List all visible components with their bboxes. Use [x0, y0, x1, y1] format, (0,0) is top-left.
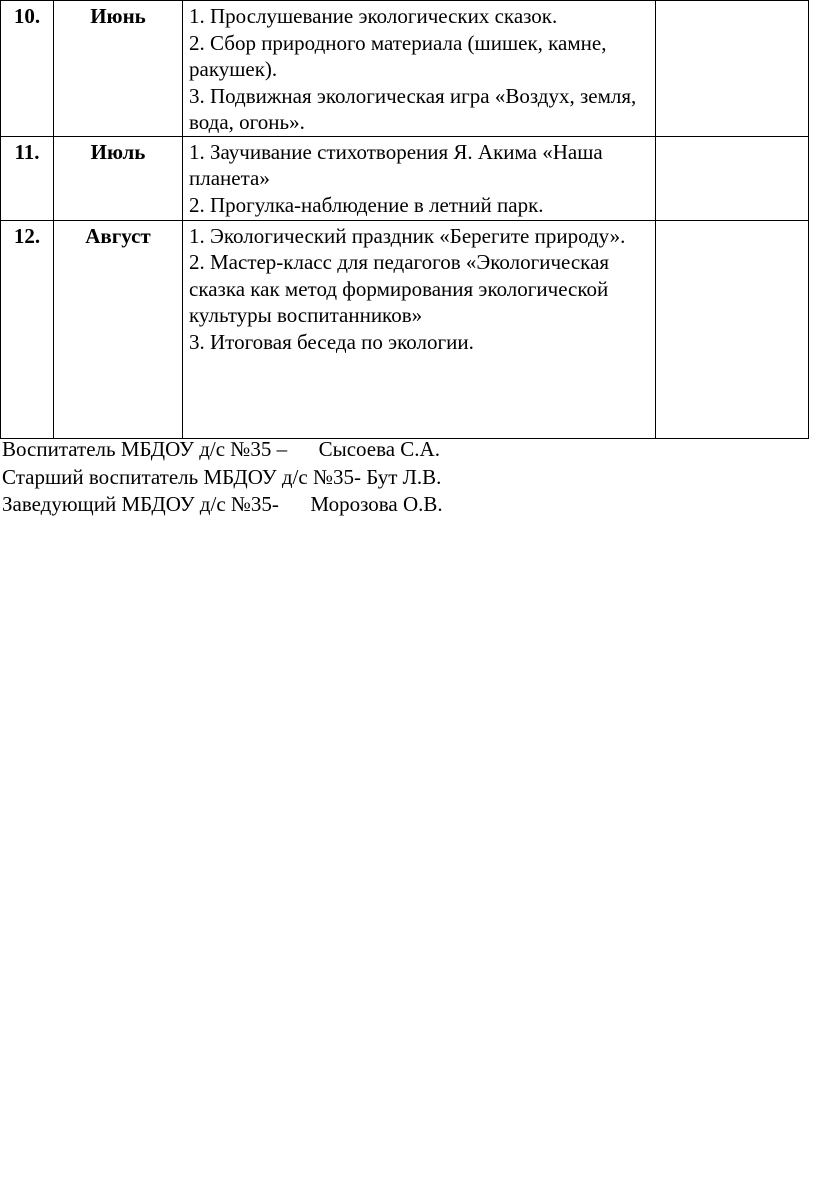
- activity-item: 3. Подвижная экологическая игра «Воздух, земля, вода, огонь».: [189, 83, 637, 134]
- row-number: 10.: [1, 1, 54, 137]
- signature-head: Заведующий МБДОУ д/с №35- Морозова О.В.: [2, 492, 443, 516]
- activity-item: 2. Сбор природного материала (шишек, камне, ракушек).: [189, 30, 607, 81]
- activity-item: 1. Заучивание стихотворения Я. Акима «Наша планета»: [189, 139, 603, 190]
- empty-cell: [656, 1, 809, 137]
- row-activities: [183, 136, 656, 220]
- signature-teacher: Воспитатель МБДОУ д/с №35 – Сысоева С.А.: [2, 437, 440, 461]
- signature-senior-teacher: Старший воспитатель МБДОУ д/с №35- Бут Л.В.: [2, 464, 442, 489]
- row-month: Август: [54, 220, 183, 438]
- row-number: 12.: [1, 220, 54, 438]
- row-activities: [183, 1, 656, 137]
- activity-item: 3. Итоговая беседа по экологии.: [189, 329, 474, 354]
- plan-table: [0, 0, 809, 439]
- row-month: Июнь: [54, 1, 183, 137]
- table-row: [1, 1, 809, 137]
- row-month: Июль: [54, 136, 183, 220]
- activity-item: 2. Прогулка-наблюдение в летний парк.: [189, 192, 544, 217]
- activity-item: 1. Прослушевание экологических сказок.: [189, 4, 558, 28]
- signatures-block: [2, 436, 443, 519]
- table-row: [1, 220, 809, 438]
- empty-cell: [656, 136, 809, 220]
- row-activities: [183, 220, 656, 438]
- empty-cell: [656, 220, 809, 438]
- row-number: 11.: [1, 136, 54, 220]
- table-row: [1, 136, 809, 220]
- activity-item: 2. Мастер-класс для педагогов «Экологическая сказка как метод формирования экологической культуры воспитанников»: [189, 250, 610, 327]
- activity-item: 1. Экологический праздник «Берегите природу».: [189, 223, 626, 248]
